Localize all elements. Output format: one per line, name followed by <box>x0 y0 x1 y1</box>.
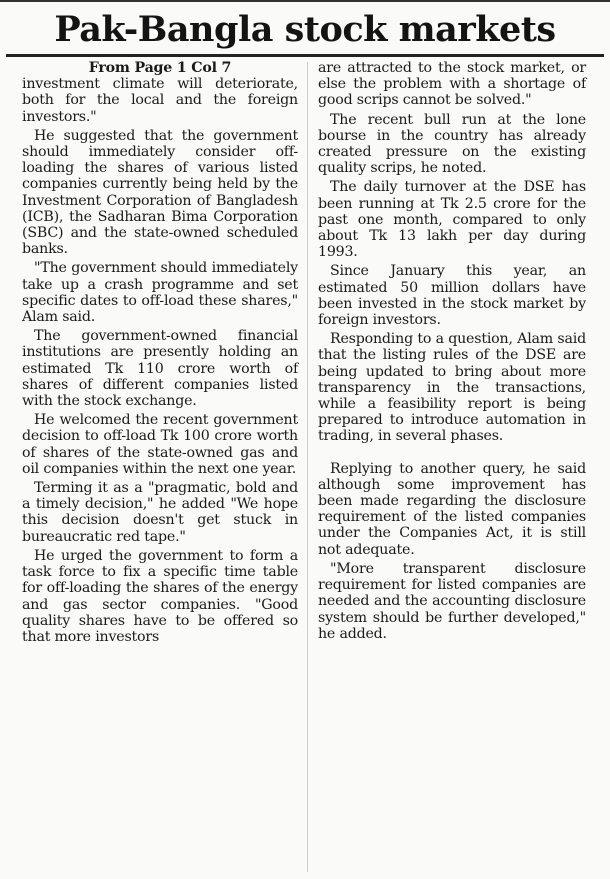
paragraph: He welcomed the recent government decision to off-load Tk 100 crore worth of shares of the state-owned gas and oil companies within the next one year. <box>22 412 298 477</box>
paragraph: Since January this year, an estimated 50 million dollars have been invested in the stock market by foreign investors. <box>318 263 586 329</box>
dateline: From Page 1 Col 7 <box>88 60 232 76</box>
paragraph: "The government should immediately take up a crash programme and set specific dates to off-load these shares," Alam said. <box>22 260 298 326</box>
paragraph: Replying to another query, he said although some improvement has been made regarding the disclosure requirement of the listed companies under the Companies Act, it is still not adequate. <box>318 460 586 558</box>
left-column <box>22 60 298 648</box>
paragraph: investment climate will deteriorate, both for the local and the foreign investors." <box>22 76 298 125</box>
paragraph: He suggested that the government should immediately consider off-loading the shares of various listed companies currently being held by the Investment Corporation of Bangladesh (ICB), the Sadharan Bima Corporation (SBC) and the state-owned scheduled banks. <box>22 127 298 258</box>
paragraph: are attracted to the stock market, or else the problem with a shortage of good scrips cannot be solved." <box>318 60 586 109</box>
headline-rule <box>6 54 604 57</box>
paragraph: He urged the government to form a task force to fix a specific time table for off-loading the shares of the energy and gas sector companies. "Good quality shares have to be offered so that more investors <box>22 547 298 645</box>
paragraph: "More transparent disclosure requirement for listed companies are needed and the accounting disclosure system should be further developed," he added. <box>318 560 586 642</box>
headline: Pak-Bangla stock markets <box>54 9 556 50</box>
paragraph: The recent bull run at the lone bourse in the country has already created pressure on the existing quality scrips, he noted. <box>318 111 586 177</box>
paragraph: The daily turnover at the DSE has been running at Tk 2.5 crore for the past one month, compared to only about Tk 13 lakh per day during 1993. <box>318 179 586 261</box>
right-column <box>318 60 586 645</box>
paragraph: The government-owned financial institutions are presently holding an estimated Tk 110 crore worth of shares of different companies listed with the stock exchange. <box>22 328 298 410</box>
paragraph: Terming it as a "pragmatic, bold and a timely decision," he added "We hope this decision doesn't get stuck in bureaucratic red tape." <box>22 480 298 545</box>
column-divider <box>307 62 308 872</box>
paragraph: Responding to a question, Alam said that the listing rules of the DSE are being updated to bring about more transparency in the transactions, while a feasibility report is being prepared to introduce automation in trading, in several phases. <box>318 331 586 445</box>
